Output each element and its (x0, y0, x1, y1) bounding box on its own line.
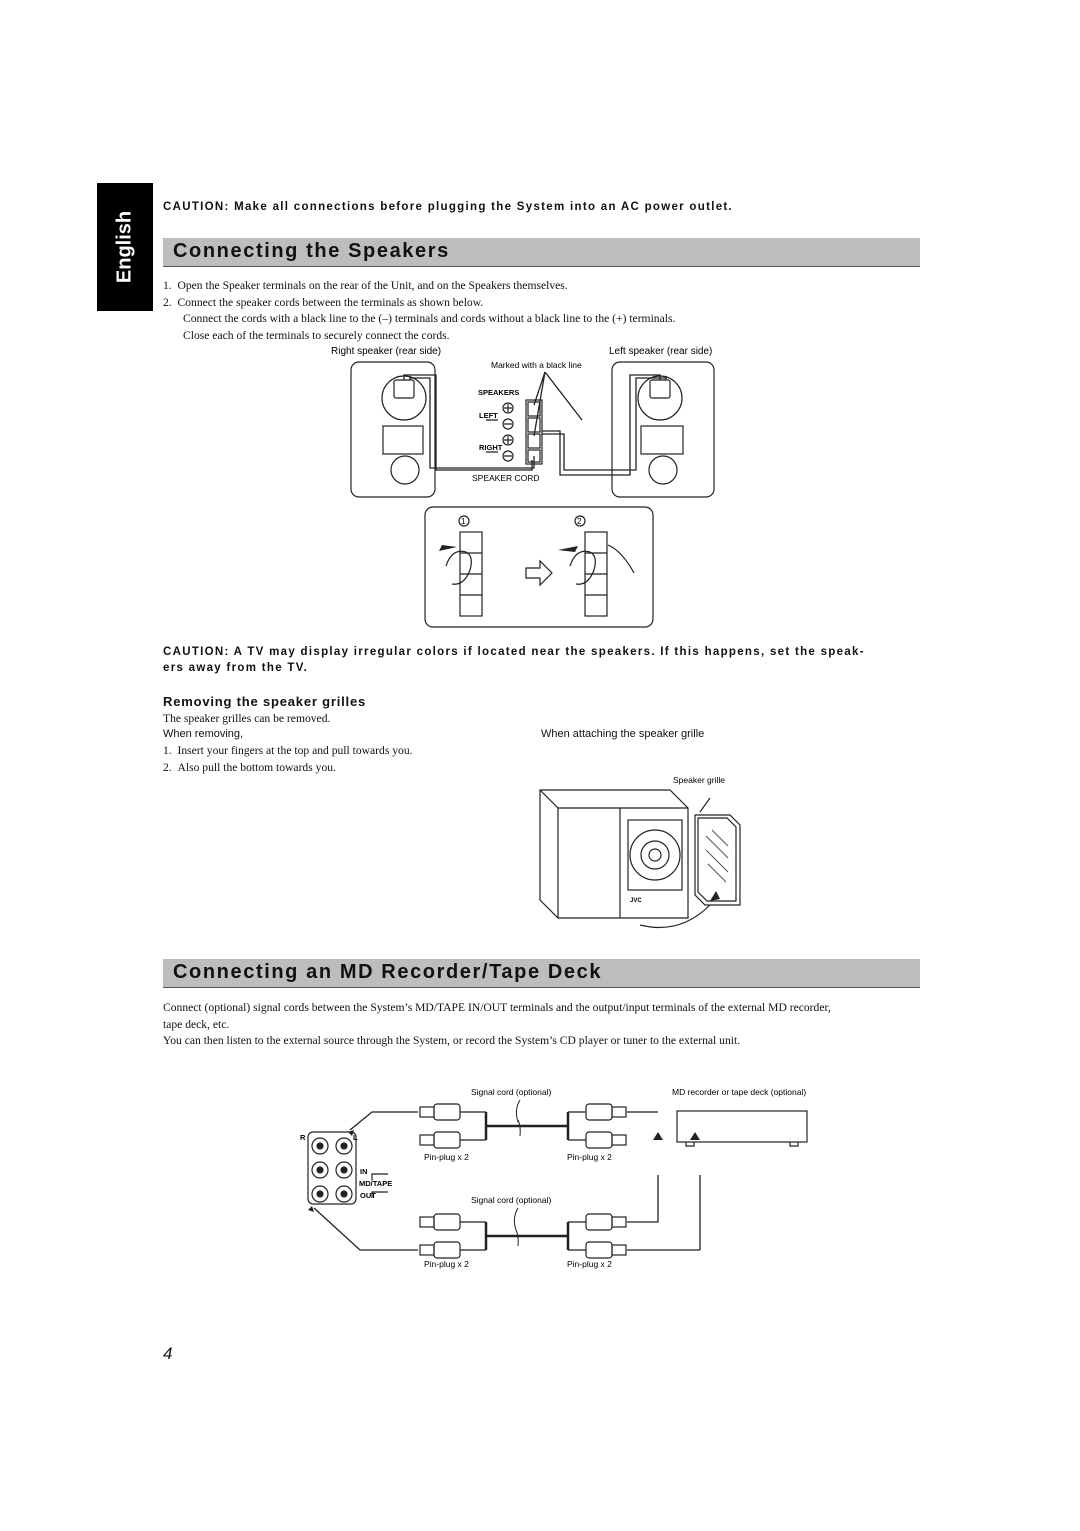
attach-arrow-icon (710, 891, 720, 901)
jack-in-label: IN (360, 1167, 368, 1176)
left-terminal-label: LEFT (479, 411, 498, 420)
step-2-detail-1: Connect the cords with a black line to the (–) terminals and cords without a black line to the (+) terminals. (183, 312, 676, 325)
grilles-steps (163, 743, 413, 776)
md-para-1-line-2: tape deck, etc. (163, 1017, 230, 1031)
step-2: 2. Connect the speaker cords between the terminals as shown below. (163, 295, 484, 309)
md-instructions (163, 1000, 953, 1050)
jack-out-label: OUT (360, 1191, 376, 1200)
jack-l-label: L (353, 1133, 358, 1142)
pin-plug-label-2: Pin-plug x 2 (567, 1152, 612, 1162)
language-tab-label: English (113, 210, 136, 284)
jvc-logo: JVC (630, 898, 642, 904)
page-number: 4 (163, 1344, 173, 1363)
push-arrow-icon (558, 546, 578, 552)
grilles-heading: Removing the speaker grilles (163, 694, 367, 709)
jack-md-tape-label: MD/TAPE (359, 1179, 393, 1188)
left-speaker-rear (612, 362, 714, 497)
jack-r-label: R (300, 1133, 306, 1142)
left-speaker-label: Left speaker (rear side) (609, 346, 713, 357)
pin-plug-label-4: Pin-plug x 2 (567, 1259, 612, 1269)
caution-tv-line-2: ers away from the TV. (163, 662, 309, 674)
speaker-grille-illustration (520, 760, 760, 945)
signal-cords (486, 1112, 568, 1250)
right-speaker-label: Right speaker (rear side) (331, 346, 442, 357)
pin-plug-label-3: Pin-plug x 2 (424, 1259, 469, 1269)
grille-mesh (706, 830, 728, 882)
marked-black-line-label: Marked with a black line (491, 360, 582, 370)
signal-cord-bottom-label: Signal cord (optional) (471, 1195, 552, 1205)
section-header-md (163, 959, 920, 988)
step-two-marker: 2 (577, 517, 582, 526)
step-2-detail-2: Close each of the terminals to securely connect the cords. (183, 328, 450, 342)
grilles-intro: The speaker grilles can be removed. (163, 712, 331, 725)
pull-arrow-icon (439, 545, 457, 551)
md-para-1-line-1: Connect (optional) signal cords between the System’s MD/TAPE IN/OUT terminals and the output/input terminals of the external MD recorder, (163, 1001, 831, 1014)
speaker-cords (404, 372, 666, 475)
right-speaker-rear (351, 362, 435, 497)
speaker-grille-label: Speaker grille (673, 775, 725, 785)
caution-tv (163, 644, 923, 676)
pin-plug-label-1: Pin-plug x 2 (424, 1152, 469, 1162)
caution-tv-line-1: CAUTION: A TV may display irregular colors if located near the speakers. If this happens, set the speak- (163, 646, 865, 658)
step-1: 1. Open the Speaker terminals on the rear of the Unit, and on the Speakers themselves. (163, 279, 568, 292)
when-removing-label: When removing, (163, 728, 244, 740)
caution-connections: CAUTION: Make all connections before plugging the System into an AC power outlet. (163, 201, 734, 213)
grille-step-1: 1. Insert your fingers at the top and pull towards you. (163, 744, 413, 757)
speakers-label: SPEAKERS (478, 388, 520, 397)
terminal-steps-illustration (425, 507, 653, 627)
step-one-marker: 1 (461, 517, 466, 526)
speaker-cord-label: SPEAKER CORD (472, 473, 540, 483)
unit-speaker-terminals (486, 400, 542, 464)
section-title-md: Connecting an MD Recorder/Tape Deck (173, 961, 603, 983)
md-para-2: You can then listen to the external source through the System, or record the System’s CD player or tuner to the external unit. (163, 1034, 741, 1047)
grille-step-2: 2. Also pull the bottom towards you. (163, 760, 336, 774)
section-title-speakers: Connecting the Speakers (173, 240, 450, 262)
md-recorder-label: MD recorder or tape deck (optional) (672, 1087, 807, 1097)
attach-caption: When attaching the speaker grille (541, 728, 705, 740)
right-terminal-label: RIGHT (479, 443, 503, 452)
md-tape-jack-panel (308, 1132, 388, 1204)
cord-break-marks (514, 1100, 520, 1246)
speaker-connection-diagram (0, 0, 1080, 640)
md-connection-diagram (0, 1080, 1080, 1280)
signal-cord-top-label: Signal cord (optional) (471, 1087, 552, 1097)
